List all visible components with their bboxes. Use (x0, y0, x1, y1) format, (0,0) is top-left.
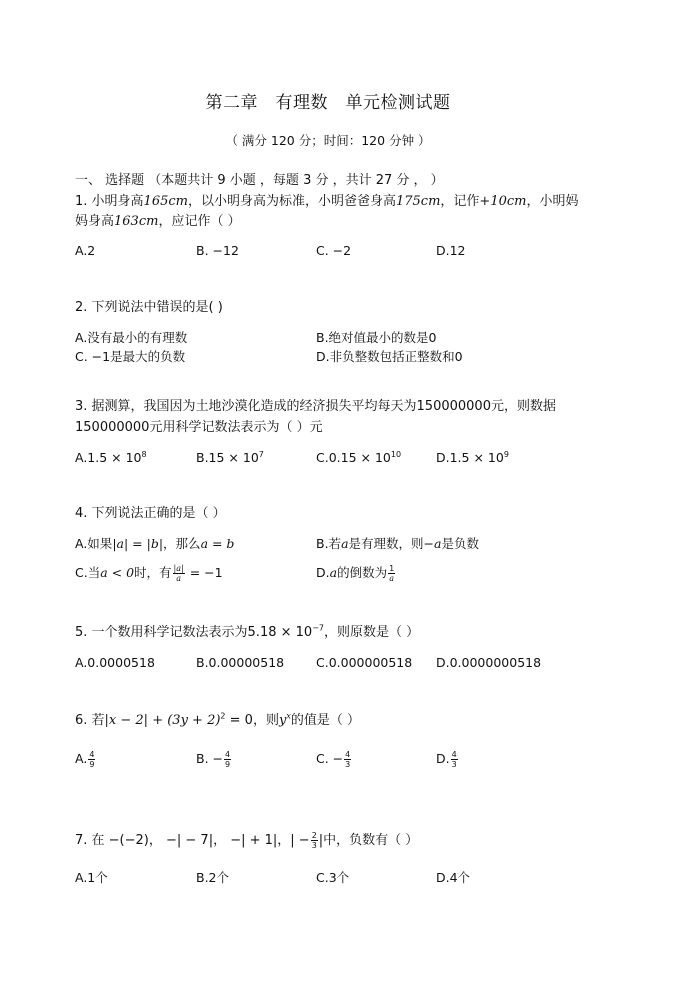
q1-option-b: B. −12 (196, 243, 239, 258)
q2-option-b: B.绝对值最小的数是0 (316, 330, 437, 345)
q7-option-c: C.3个 (316, 870, 350, 885)
question-3-line-2: 150000000元用科学记数法表示为（ ）元 (75, 420, 323, 435)
q3-option-d: $D.1.5 \times 10^9$ (436, 449, 509, 465)
q3-option-c: $C.0.15 \times 10^{10}$ (316, 449, 402, 465)
fraction: $\frac{4}{3}$ (451, 750, 457, 769)
page-title: 第二章 有理数 单元检测试题 (205, 93, 451, 113)
question-5-stem: 5. 一个数用科学记数法表示为$5.18 \times 10^{-7}$，则原数是（ ） (75, 623, 420, 640)
q2-option-a: A.没有最小的有理数 (75, 330, 188, 345)
q3-option-b: $B.15 \times 10^7$ (196, 449, 264, 465)
fraction: $\frac{4}{9}$ (225, 750, 231, 769)
question-1-line-1: 1. 小明身高165cm，以小明身高为标准，小明爸爸身高175cm，记作+10cm，小明妈 (75, 194, 579, 209)
fraction: $\frac{2}{3}$ (311, 831, 317, 850)
section-heading: 一、 选择题 （本题共计 9 小题 ，每题 3 分 ，共计 27 分 ， ） (75, 173, 444, 188)
question-4-stem: 4. 下列说法正确的是（ ） (75, 506, 226, 521)
q4-option-a: A.如果|a| = |b|，那么a = b (75, 536, 235, 551)
q5-option-b: B.0.00000518 (196, 655, 285, 670)
q4-option-d: D.a的倒数为 $\frac{1}{a}$ (316, 564, 395, 583)
q5-option-a: A.0.0000518 (75, 655, 155, 670)
q7-option-d: D.4个 (436, 870, 471, 885)
q6-option-b: B. − $\frac{4}{9}$ (196, 750, 231, 769)
q5-option-d: D.0.0000000518 (436, 655, 542, 670)
q7-option-b: B.2个 (196, 870, 230, 885)
q4-option-c: C.当a < 0时，有 $\frac{|a|}{a}$ = −1 (75, 564, 223, 583)
q6-option-a: A. $\frac{4}{9}$ (75, 750, 95, 769)
page-subtitle: （ 满分 120 分；时间：120 分钟 ） (225, 133, 431, 148)
q1-option-c: C. −2 (316, 243, 352, 258)
question-7-stem: 7. 在 −(−2)， −| − 7|， −| + 1|，| − $\frac{2}{3}$ |中，负数有（ ） (75, 831, 419, 850)
q4-option-b: B.若a是有理数，则−a是负数 (316, 536, 479, 551)
question-6-stem: 6. 若$|x - 2| + (3y + 2)^2 = 0$，则$y^x$的值是（ ） (75, 711, 360, 728)
question-2-stem: 2. 下列说法中错误的是( ) (75, 300, 223, 315)
q1-option-a: A.2 (75, 243, 96, 258)
fraction: $\frac{4}{3}$ (345, 750, 351, 769)
question-3-line-1: 3. 据测算，我国因为土地沙漠化造成的经济损失平均每天为150000000元，则数据 (75, 399, 556, 414)
q2-option-d: D.非负整数包括正整数和0 (316, 349, 463, 364)
q2-option-c: C. −1是最大的负数 (75, 349, 186, 364)
q1-option-d: D.12 (436, 243, 466, 258)
q3-option-a: $A.1.5 \times 10^8$ (75, 449, 147, 465)
q5-option-c: C.0.000000518 (316, 655, 413, 670)
q7-option-a: A.1个 (75, 870, 108, 885)
q6-option-d: D. $\frac{4}{3}$ (436, 750, 457, 769)
q6-option-c: C. − $\frac{4}{3}$ (316, 750, 351, 769)
fraction: $\frac{4}{9}$ (89, 750, 95, 769)
fraction: $\frac{|a|}{a}$ (173, 564, 184, 583)
fraction: $\frac{1}{a}$ (389, 564, 395, 583)
question-1-line-2: 妈身高163cm，应记作（ ） (75, 214, 241, 229)
